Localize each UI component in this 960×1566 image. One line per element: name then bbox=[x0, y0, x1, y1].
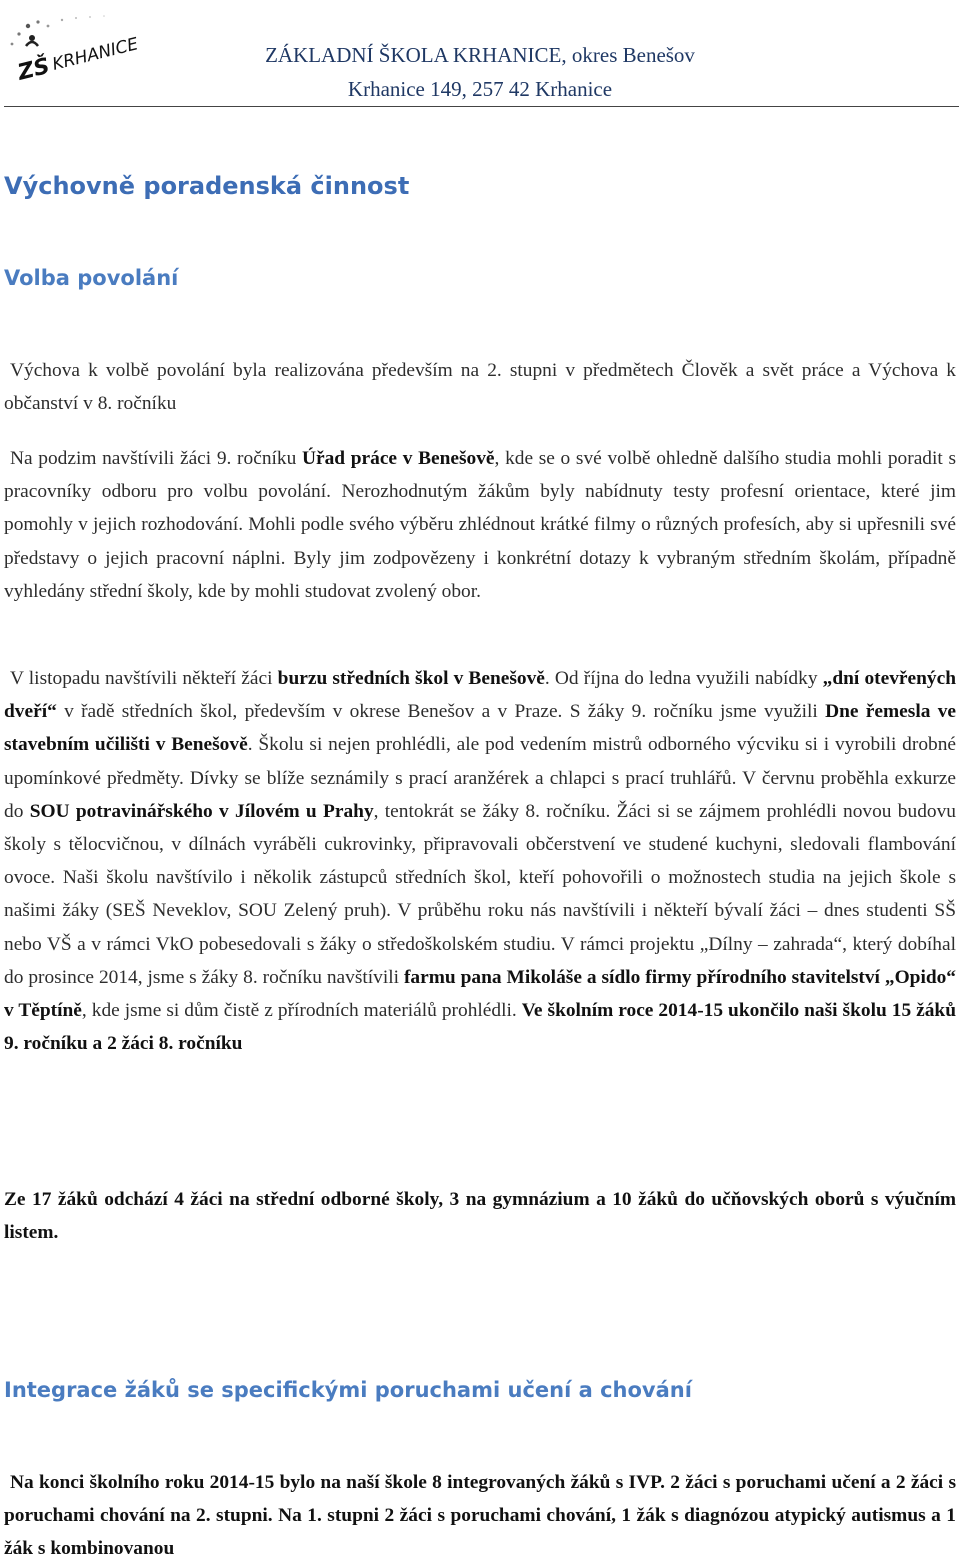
section-heading-integrace: Integrace žáků se specifickými poruchami učení a chování bbox=[4, 1378, 692, 1402]
bold-run: farmu pana Mikoláše a sídlo firmy přírodního stavitelství „Opido“ v Těptíně bbox=[4, 966, 957, 1022]
header-divider bbox=[4, 106, 959, 107]
text-run: Na podzim navštívili žáci 9. ročníku bbox=[10, 448, 302, 469]
bold-run: Úřad práce v Benešově bbox=[301, 448, 495, 469]
text-run: . Od října do ledna využili nabídky bbox=[544, 668, 823, 689]
svg-text:KRHANICE: KRHANICE bbox=[50, 34, 141, 75]
bold-run: „dní otevřených dveří“ bbox=[4, 668, 956, 723]
section-heading-volba: Volba povolání bbox=[4, 266, 179, 290]
paragraph-summary: Ze 17 žáků odchází 4 žáci na střední odborné školy, 3 na gymnázium a 10 žáků do učňovských oborů s výučním listem. bbox=[4, 1189, 956, 1244]
page-title: Výchovně poradenská činnost bbox=[4, 172, 410, 200]
school-logo-icon bbox=[4, 12, 164, 97]
paragraph-activities bbox=[4, 662, 956, 1060]
text-run: , kde se o své volbě ohledně dalšího studia mohli poradit s pracovníky odboru pro volbu povolání. Nerozhodnutým žákům byly nabídnuty testy profesní orientace, které jim pomohly v jejich rozhodování. Mohli podle svého výběru zhlédnout krátké filmy o různých profesích, aby si upřesnili své představy o jejich pracovní náplni. Byly jim zodpovězeny i konkrétní dotazy k vybraným středním školám, případně vyhledány střední školy, kde by mohli studovat zvolený obor. bbox=[4, 448, 956, 602]
text-run: V listopadu navštívili někteří žáci bbox=[10, 668, 278, 689]
text-run: , tentokrát se žáky 8. ročníku. Žáci si se zájmem prohlédli novou budovu školy s tělocvičnou, v dílnách vyráběli cukrovinky, připravovali občerstvení ve studené kuchyni, sledovali flambování ovoce. Naši školu navštívilo i několik zástupců středních škol, kteří pohovořili o možnostech studia na jejich škole s našimi žáky (SEŠ Neveklov, SOU Zelený pruh). V průběhu roku nás navštívili i někteří bývalí žáci – dnes studenti SŠ nebo VŠ a v rámci VkO pobesedovali s žáky o středoškolském studiu. V rámci projektu „Dílny – zahrada“, který dobíhal do prosince 2014, jsme s žáky 8. ročníku navštívili bbox=[4, 800, 956, 988]
bold-run: Ve školním roce 2014-15 ukončilo naši školu 15 žáků 9. ročníku a 2 žáci 8. ročníku bbox=[4, 1000, 956, 1055]
school-info bbox=[170, 38, 790, 106]
school-name: ZÁKLADNÍ ŠKOLA KRHANICE, okres Benešov bbox=[265, 43, 695, 67]
paragraph-integrace: Na konci školního roku 2014-15 bylo na naší škole 8 integrovaných žáků s IVP. 2 žáci s poruchami učení a 2 žáci s poruchami chování na 2. stupni. Na 1. stupni 2 žáci s poruchami chování, 1 žák s diagnózou atypický autismus a 1 žák s kombinovanou bbox=[4, 1472, 956, 1560]
text-run: v řadě středních škol, především v okrese Benešov a v Praze. S žáky 9. ročníku jsme využili bbox=[56, 701, 826, 723]
svg-text:ZŠ: ZŠ bbox=[15, 53, 53, 86]
paragraph-urad-prace bbox=[4, 442, 956, 608]
text-run: , kde jsme si dům čistě z přírodních materiálů prohlédli. bbox=[81, 1000, 522, 1022]
bold-run: burzu středních škol v Benešově bbox=[277, 668, 545, 689]
text-run: . Školu si nejen prohlédli, ale pod vedením mistrů odborného výcviku si i vyrobili drobné upomínkové předměty. Dívky se blíže seznámily s prací aranžérek a chlapci s prací truhlářů. V červnu proběhla exkurze do bbox=[4, 734, 957, 822]
paragraph-intro: Výchova k volbě povolání byla realizována především na 2. stupni v předmětech Člověk a svět práce a Výchova k občanství v 8. ročníku bbox=[4, 360, 956, 415]
school-address: Krhanice 149, 257 42 Krhanice bbox=[347, 77, 613, 101]
page-header bbox=[0, 0, 960, 110]
bold-run: SOU potravinářského v Jílovém u Prahy bbox=[29, 800, 374, 822]
bold-run: Dne řemesla ve stavebním učilišti v Benešově bbox=[4, 701, 956, 756]
